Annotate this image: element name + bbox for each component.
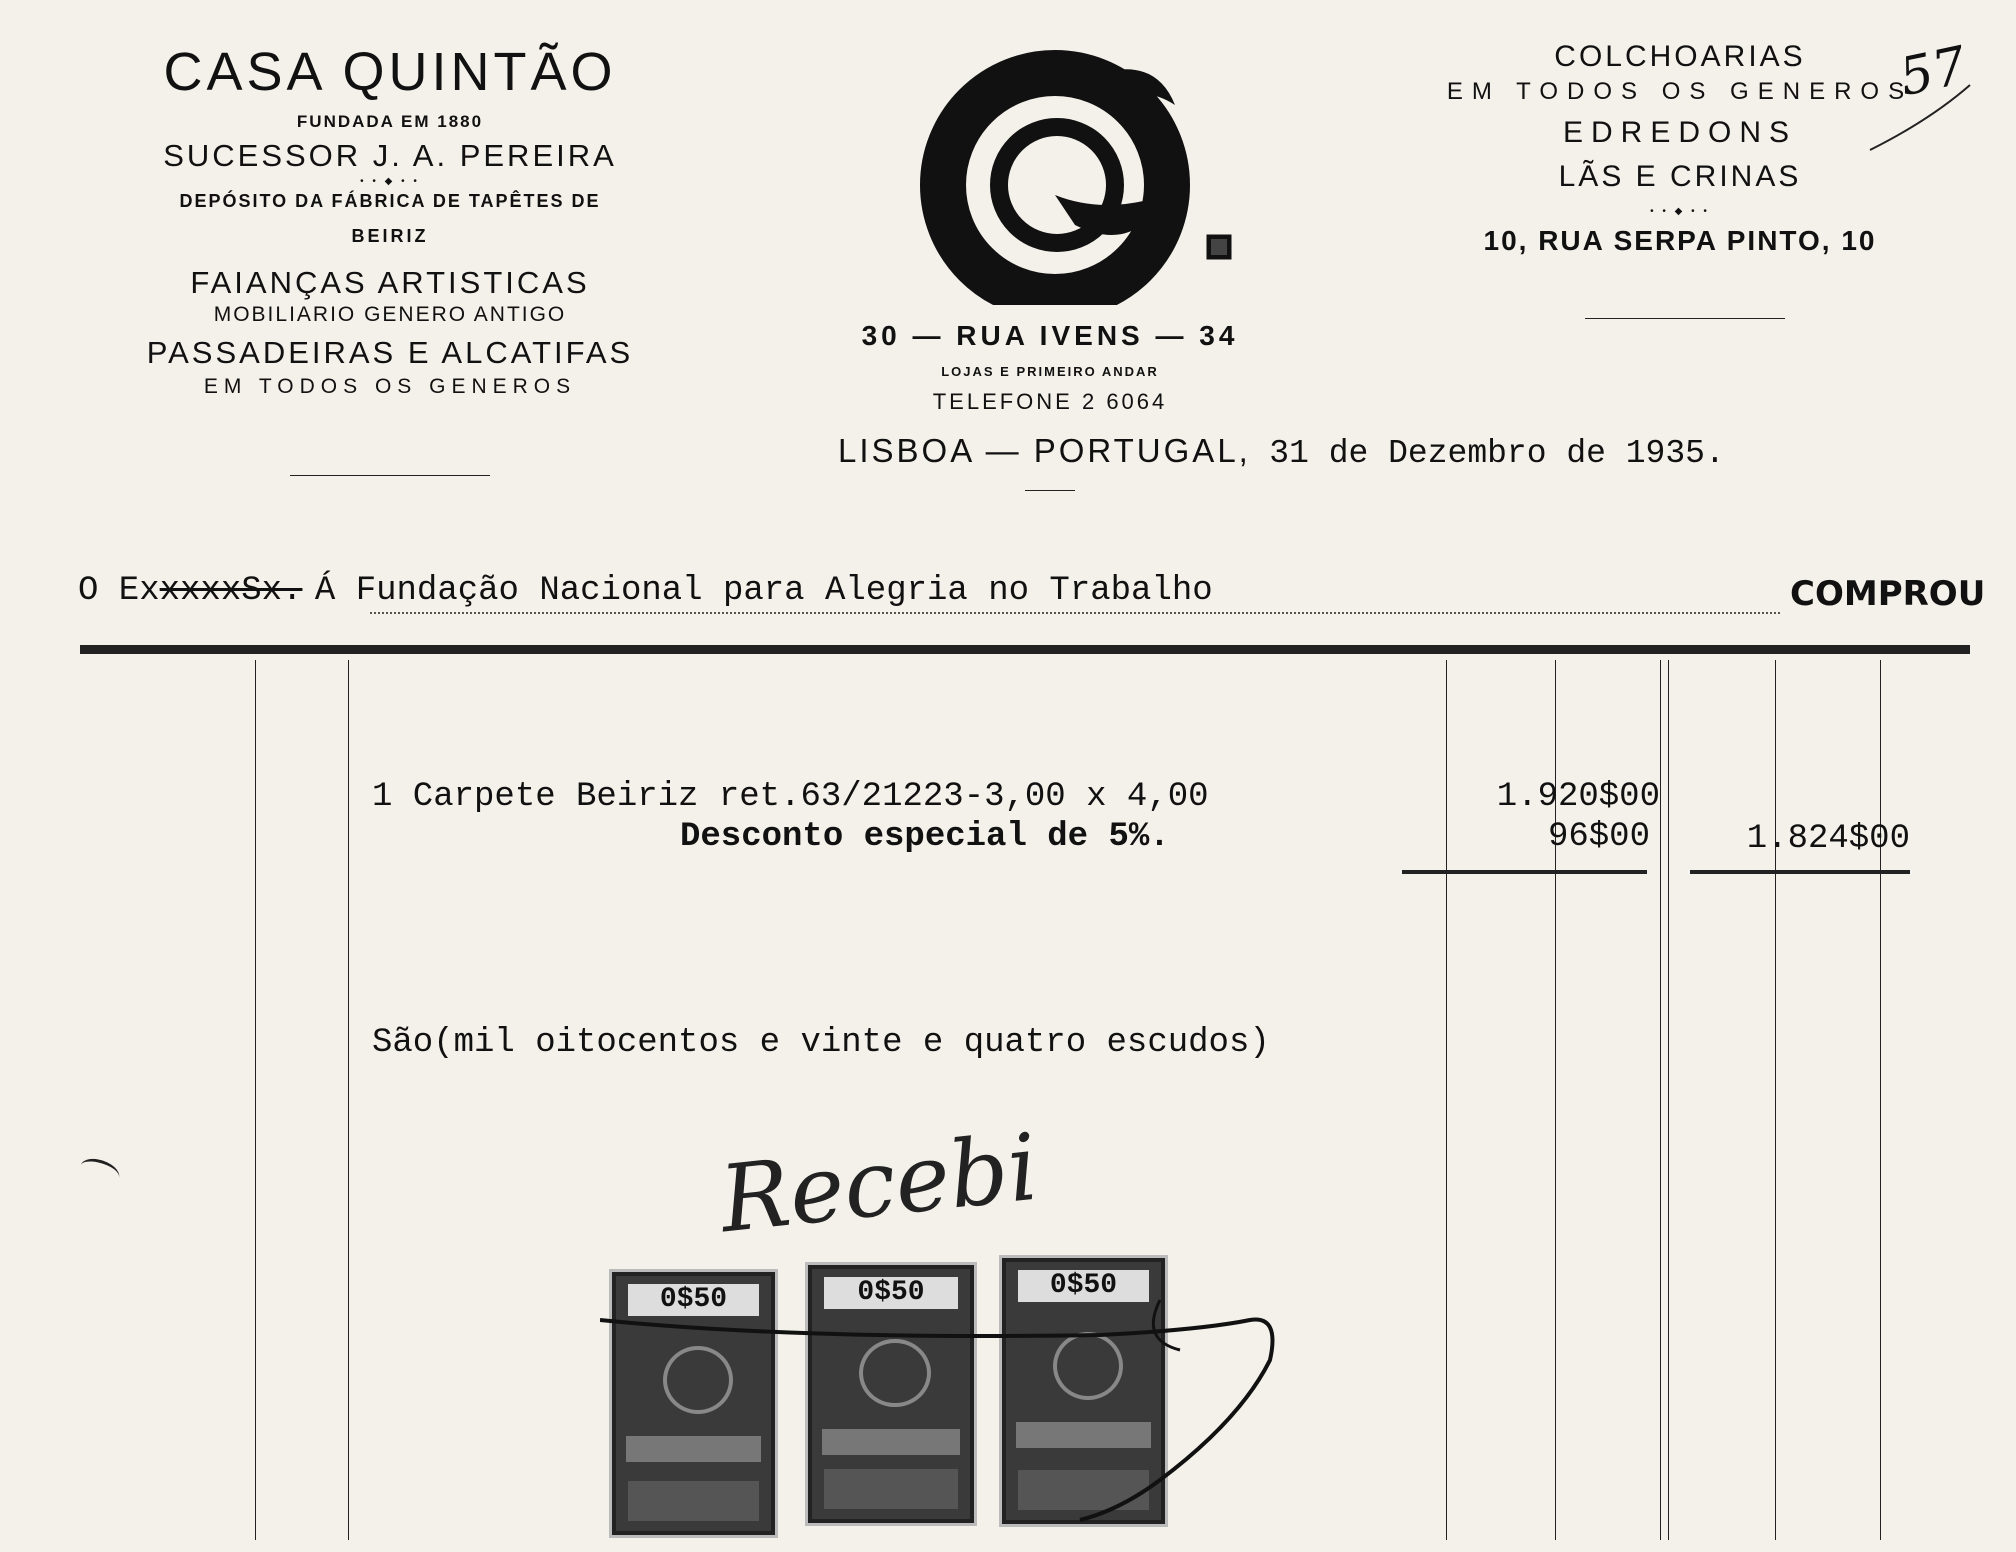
table-top-rule xyxy=(80,645,1970,654)
item-amount-2: 96$00 xyxy=(1547,818,1650,856)
right-rule xyxy=(1585,318,1785,319)
stamp-value-1: 0$50 xyxy=(628,1284,759,1316)
stamp-value-3: 0$50 xyxy=(1018,1270,1149,1302)
product-line-2: MOBILIARIO GENERO ANTIGO xyxy=(213,303,567,326)
handwritten-annotation: 57 xyxy=(1894,35,1972,109)
total-rule xyxy=(1690,870,1910,874)
customer-struck-title: xxxxSx. xyxy=(159,572,303,610)
total-amount: 1.824$00 xyxy=(1746,820,1910,858)
signature-scrawl xyxy=(600,1280,1300,1540)
right-line-1: COLCHOARIAS xyxy=(1554,40,1806,73)
company-name: CASA QUINTÃO xyxy=(163,42,617,102)
col-rule-7 xyxy=(1880,660,1881,1540)
customer-dotted-line xyxy=(370,612,1780,614)
dots-divider: • • ◆ • • xyxy=(360,176,420,187)
stamp-value-2: 0$50 xyxy=(824,1277,958,1309)
store-address: 30 — RUA IVENS — 34 xyxy=(861,320,1239,351)
right-line-3: EDREDONS xyxy=(1562,116,1798,149)
amount-in-words: São(mil oitocentos e vinte e quatro escudos) xyxy=(372,1024,1270,1062)
annotation-stroke xyxy=(1860,80,1980,160)
center-rule xyxy=(1025,490,1075,491)
customer-line xyxy=(78,572,1978,610)
left-rule xyxy=(290,475,490,476)
city: LISBOA — PORTUGAL, xyxy=(838,432,1251,469)
customer-name: Á Fundação Nacional para Alegria no Trabalho xyxy=(314,572,1213,610)
margin-mark xyxy=(78,1156,122,1187)
store-phone: TELEFONE 2 6064 xyxy=(932,389,1168,414)
cq-logo xyxy=(905,45,1265,305)
right-line-4: LÃS E CRINAS xyxy=(1558,160,1802,193)
city-date-line xyxy=(838,432,1938,472)
header-left xyxy=(70,40,710,399)
logo-outer-c xyxy=(943,73,1167,297)
header-center xyxy=(820,320,1280,415)
col-rule-5a xyxy=(1660,660,1661,1540)
right-dots-divider: • • ◆ • • xyxy=(1650,206,1710,217)
comprou-label: COMPROU xyxy=(1790,574,1986,614)
col-rule-1 xyxy=(255,660,256,1540)
subtotal-rule xyxy=(1402,870,1647,874)
receipt-signature: Recebi xyxy=(715,1113,1043,1254)
product-line-1: FAIANÇAS ARTISTICAS xyxy=(190,265,590,300)
founded-line: FUNDADA EM 1880 xyxy=(296,112,484,131)
invoice-date: 31 de Dezembro de 1935. xyxy=(1269,435,1725,472)
col-rule-6 xyxy=(1775,660,1776,1540)
right-address: 10, RUA SERPA PINTO, 10 xyxy=(1483,225,1877,256)
right-line-2: EM TODOS OS GENEROS xyxy=(1446,78,1914,105)
col-rule-5b xyxy=(1668,660,1669,1540)
item-amount-1: 1.920$00 xyxy=(1496,778,1660,816)
depot-line-2: BEIRIZ xyxy=(351,226,429,246)
product-line-3: PASSADEIRAS E ALCATIFAS xyxy=(146,335,634,370)
item-description-1: 1 Carpete Beiriz ret.63/21223-3,00 x 4,00 xyxy=(372,778,1209,816)
item-description-2: Desconto especial de 5%. xyxy=(680,818,1170,856)
col-rule-2 xyxy=(348,660,349,1540)
depot-line-1: DEPÓSITO DA FÁBRICA DE TAPÊTES DE xyxy=(179,191,601,211)
store-floors: LOJAS E PRIMEIRO ANDAR xyxy=(941,364,1159,379)
customer-prefix: O Ex xyxy=(78,572,160,610)
product-line-4: EM TODOS OS GENEROS xyxy=(203,375,577,398)
successor-line: SUCESSOR J. A. PEREIRA xyxy=(163,138,617,173)
